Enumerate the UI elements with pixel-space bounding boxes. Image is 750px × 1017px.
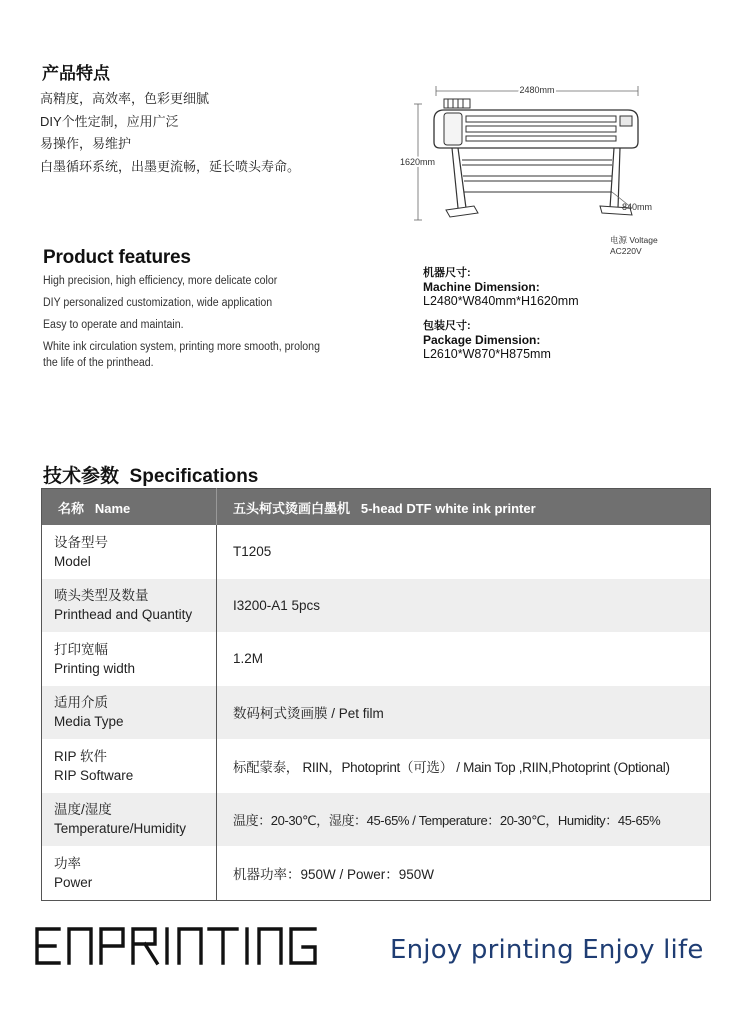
table-row xyxy=(42,793,711,847)
feature-en-line: White ink circulation system, printing more smooth, prolong xyxy=(43,341,320,353)
spec-label-en: RIP Software xyxy=(54,767,134,783)
depth-label: 840mm xyxy=(622,202,653,212)
features-en-title: Product features xyxy=(43,247,191,268)
brand-tagline: Enjoy printing Enjoy life xyxy=(390,935,704,965)
feature-en-line: the life of the printhead. xyxy=(43,357,154,369)
spec-label xyxy=(42,525,217,579)
spec-label-en: Model xyxy=(54,553,91,569)
spec-label xyxy=(42,632,217,686)
table-row xyxy=(42,525,711,579)
spec-value: 温度：20-30℃，湿度：45-65% / Temperature：20-30℃，Humidity：45-65% xyxy=(217,793,711,847)
spec-value: 数码柯式烫画膜 / Pet film xyxy=(217,686,711,740)
enprinting-logo xyxy=(33,925,368,967)
spec-label-cn: 温度/湿度 xyxy=(54,802,112,818)
specifications-title: 技术参数 Specifications xyxy=(43,466,259,487)
table-row xyxy=(42,846,711,900)
feature-cn-line: 白墨循环系统，出墨更流畅，延长喷头寿命。 xyxy=(40,158,301,174)
spec-value: 1.2M xyxy=(233,651,264,667)
spec-value: 标配蒙泰， RIIN，Photoprint（可选） / Main Top ,RIIN,Photoprint (Optional) xyxy=(233,759,670,775)
feature-en-line: DIY personalized customization, wide application xyxy=(43,297,273,309)
printer-diagram xyxy=(400,80,680,265)
header-name: 名称 Name xyxy=(42,489,217,526)
spec-label-cn: 适用介质 xyxy=(54,695,108,711)
package-dimension-value: L2610*W870*H875mm xyxy=(423,347,551,361)
width-label: 2480mm xyxy=(519,85,555,95)
header-product: 五头柯式烫画白墨机 5-head DTF white ink printer xyxy=(217,489,711,526)
package-dimension-cn: 包装尺寸: xyxy=(423,320,471,332)
voltage-value: AC220V xyxy=(610,246,642,256)
feature-cn-line: 高精度，高效率，色彩更细腻 xyxy=(40,91,210,106)
spec-label-en: Temperature/Humidity xyxy=(54,821,187,837)
feature-cn-line: DIY个性定制，应用广泛 xyxy=(40,113,179,129)
spec-label-en: Power xyxy=(54,874,93,890)
spec-value: I3200-A1 5pcs xyxy=(217,579,711,633)
spec-label xyxy=(42,846,217,900)
features-en-list xyxy=(43,273,320,371)
feature-en-line: High precision, high efficiency, more delicate color xyxy=(43,275,278,287)
spec-label-en: Media Type xyxy=(54,714,124,730)
machine-dimension-en: Machine Dimension: xyxy=(423,280,540,294)
machine-dimension-value: L2480*W840mm*H1620mm xyxy=(423,294,579,308)
table-row xyxy=(42,739,711,793)
spec-label-en: Printhead and Quantity xyxy=(54,607,193,623)
spec-label xyxy=(42,793,217,847)
feature-cn-line: 易操作，易维护 xyxy=(40,136,132,151)
specifications-table xyxy=(41,488,711,901)
table-row xyxy=(42,579,711,633)
voltage-label: 电源 Voltage xyxy=(610,235,658,245)
table-header-row xyxy=(42,489,711,526)
height-label: 1620mm xyxy=(400,157,436,167)
features-cn-list xyxy=(40,88,300,178)
package-dimension-en: Package Dimension: xyxy=(423,333,541,347)
spec-label-cn: 打印宽幅 xyxy=(54,641,108,657)
spec-label xyxy=(42,579,217,633)
spec-label xyxy=(42,686,217,740)
spec-value: T1205 xyxy=(233,544,272,560)
feature-en-line: Easy to operate and maintain. xyxy=(43,319,184,331)
spec-label-cn: RIP 软件 xyxy=(54,748,108,764)
table-row xyxy=(42,632,711,686)
spec-label-cn: 喷头类型及数量 xyxy=(54,588,149,604)
spec-label-cn: 设备型号 xyxy=(54,534,108,550)
spec-label-en: Printing width xyxy=(54,660,136,676)
dimensions-block xyxy=(423,264,579,370)
machine-dimension-cn: 机器尺寸: xyxy=(423,267,471,279)
table-row xyxy=(42,686,711,740)
features-cn-title: 产品特点 xyxy=(42,64,110,83)
spec-label-cn: 功率 xyxy=(54,855,81,871)
spec-value: 机器功率：950W / Power：950W xyxy=(233,866,435,882)
spec-label xyxy=(42,739,217,793)
